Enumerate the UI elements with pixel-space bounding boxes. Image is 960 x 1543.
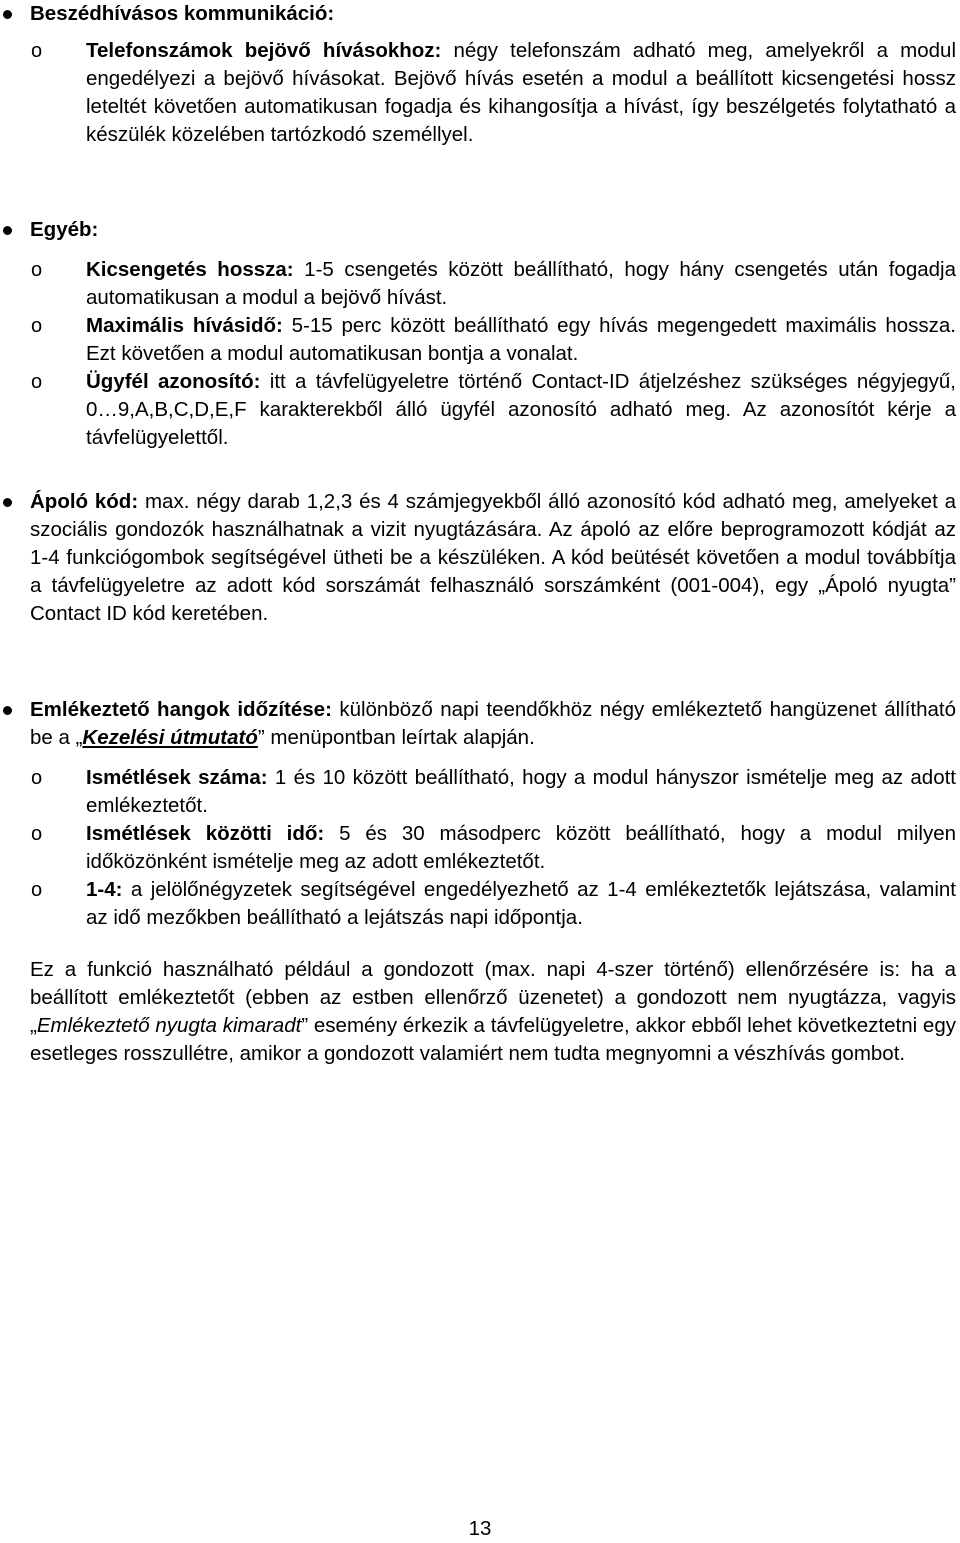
bullet-dot <box>3 498 12 507</box>
sub-item-text: 5 és 30 másodperc között beállítható, hogy a modul milyen időközönként ismételje meg az adott emlékeztetőt. <box>86 822 957 873</box>
sub-item <box>0 256 960 312</box>
bullet-item <box>0 696 960 752</box>
sub-item-text: 1 és 10 között beállítható, hogy a modul hányszor ismételje meg az adott emlékeztetőt. <box>86 766 956 817</box>
sub-item <box>0 37 960 149</box>
sub-item <box>0 820 960 876</box>
section-text: max. négy darab 1,2,3 és 4 számjegyekből álló azonosító kód adható meg, amelyeket a szociális gondozók használhatnak a vizit nyugtázására. Az ápoló az előre beprogramozott kódját az 1-4 funkciógombok segítségével ütheti be a készüléken. A kód beütését követően a modul továbbítja a távfelügyeletre az adott kód sorszámát felhasználó sorszámként (001-004), egy „Ápoló nyugta” Contact ID kód keretében. <box>30 490 956 625</box>
section-text: különböző napi teendőkhöz négy emlékeztető hangüzenet állítható be a „ <box>30 698 957 749</box>
section-voice-communication <box>0 0 960 149</box>
paragraph-text: Ez a funkció használható például a gondozott (max. napi 4-szer történő) ellenőrzésére is: ha a beállított emlékeztetőt (ebben az estben ellenőrző üzenetet) a gondozott nem nyugtázza, vagyis „ <box>30 958 956 1037</box>
bullet-item <box>0 0 960 28</box>
bullet-dot <box>3 706 12 715</box>
sub-item <box>0 312 960 368</box>
section-heading: Emlékeztető hangok időzítése: <box>30 698 332 721</box>
sub-item <box>0 368 960 452</box>
sub-item-text: 5-15 perc között beállítható egy hívás megengedett maximális hossza. Ezt követően a modul automatikusan bontja a vonalat. <box>86 314 956 365</box>
sub-item-label: 1-4: <box>86 878 123 901</box>
sub-bullet-marker: o <box>31 879 43 901</box>
section-heading: Egyéb: <box>30 218 99 241</box>
sub-item-text: 1-5 csengetés között beállítható, hogy hány csengetés után fogadja automatikusan a modul a bejövő hívást. <box>86 258 956 309</box>
section-nurse-code <box>0 488 960 628</box>
section-text-tail: ” menüpontban leírtak alapján. <box>257 726 535 749</box>
sub-item-text: itt a távfelügyeletre történő Contact-ID átjelzéshez szükséges négyjegyű, 0…9,A,B,C,D,E,F karakterekből álló ügyfél azonosító adható meg. Az azonosítót kérje a távfelügyelettől. <box>86 370 956 449</box>
sub-bullet-marker: o <box>31 371 43 393</box>
bullet-dot <box>3 226 12 235</box>
section-heading: Ápoló kód: <box>30 490 139 513</box>
event-name: Emlékeztető nyugta kimaradt <box>36 1014 302 1037</box>
section-other <box>0 216 960 452</box>
bullet-item <box>0 488 960 628</box>
sub-bullet-marker: o <box>31 767 43 789</box>
bullet-item <box>0 216 960 244</box>
sub-item <box>0 764 960 820</box>
page-number: 13 <box>468 1517 492 1540</box>
sub-item <box>0 876 960 932</box>
sub-bullet-marker: o <box>31 259 43 281</box>
bullet-dot <box>3 10 12 19</box>
sub-item-label: Maximális hívásidő: <box>86 314 283 337</box>
sub-item-label: Ismétlések közötti idő: <box>86 822 325 845</box>
manual-reference: Kezelési útmutató <box>82 726 258 749</box>
sub-bullet-marker: o <box>31 315 43 337</box>
sub-bullet-marker: o <box>31 40 43 62</box>
section-heading: Beszédhívásos kommunikáció: <box>30 2 335 25</box>
sub-item-label: Ügyfél azonosító: <box>86 370 261 393</box>
paragraph-text-tail: ” esemény érkezik a távfelügyeletre, akkor ebből lehet következtetni egy esetleges rosszullétre, amikor a gondozott valamiért nem tudta megnyomni a vészhívás gombot. <box>30 1014 956 1065</box>
sub-item-label: Ismétlések száma: <box>86 766 268 789</box>
section-reminder-timing <box>0 696 960 932</box>
closing-paragraph <box>0 956 960 1068</box>
sub-item-label: Telefonszámok bejövő hívásokhoz: <box>86 39 442 62</box>
sub-bullet-marker: o <box>31 823 43 845</box>
sub-item-label: Kicsengetés hossza: <box>86 258 294 281</box>
sub-item-text: a jelölőnégyzetek segítségével engedélyezhető az 1-4 emlékeztetők lejátszása, valamint az idő mezőkben beállítható a lejátszás napi időpontja. <box>86 878 956 929</box>
sub-item-text: négy telefonszám adható meg, amelyekről a modul engedélyezi a bejövő hívásokat. Bejövő hívás esetén a modul a beállított kicsengetési hossz leteltét követően automatikusan fogadja és kihangosítja a hívást, így beszélgetés folytatható a készülék közelében tartózkodó személlyel. <box>86 39 956 146</box>
